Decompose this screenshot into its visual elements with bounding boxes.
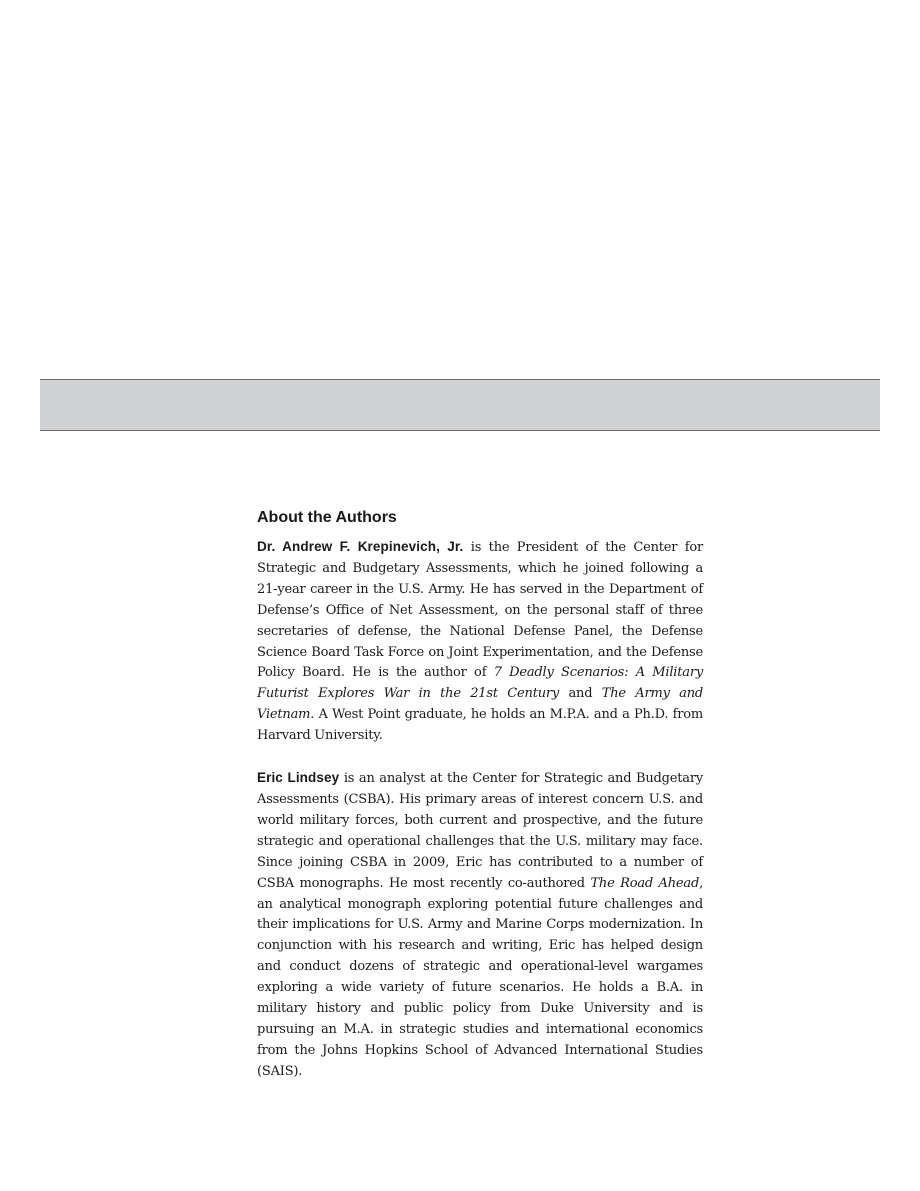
author-bio-lindsey [257, 768, 703, 1083]
bio-text: is an analyst at the Center for Strategic and Budgetary Assessments (CSBA). His primary areas of interest concern U.S. and world military forces, both current and prospective, and the future strategic and operational challenges that the U.S. military may face. Since joining CSBA in 2009, Eric has contributed to a number of CSBA monographs. He most recently co-authored [257, 771, 703, 891]
bio-text: is the President of the Center for Strategic and Budgetary Assessments, which he joined following a 21-year career in the U.S. Army. He has served in the Department of Defense’s Office of Net Assessment, on the personal staff of three secretaries of defense, the National Defense Panel, the Defense Science Board Task Force on Joint Experimentation, and the Defense Policy Board. He is the author of [257, 540, 703, 681]
bio-text: . A West Point graduate, he holds an M.P.A. and a Ph.D. from Harvard University. [257, 707, 703, 744]
book-title: The Road Ahead [590, 875, 700, 891]
book-title: 7 Deadly Scenarios: A Military Futurist Explores War in the 21st Century [257, 665, 704, 702]
bio-text: and [559, 686, 602, 702]
author-name: Eric Lindsey [257, 770, 340, 786]
book-title: The Army and Vietnam [257, 686, 704, 723]
author-name: Dr. Andrew F. Krepinevich, Jr. [257, 539, 464, 554]
section-title: About the Authors [257, 509, 397, 526]
header-band [40, 379, 880, 431]
about-authors-section [257, 507, 703, 1083]
bio-text: , an analytical monograph exploring potential future challenges and their implications for U.S. Army and Marine Corps modernization. In conjunction with his research and writing, Eric has helped design and conduct dozens of strategic and operational-level wargames exploring a wide variety of future scenarios. He holds a B.A. in military history and public policy from Duke University and is pursuing an M.A. in strategic studies and international economics from the Johns Hopkins School of Advanced International Studies (SAIS). [257, 875, 703, 1079]
author-bio-krepinevich [257, 537, 703, 747]
